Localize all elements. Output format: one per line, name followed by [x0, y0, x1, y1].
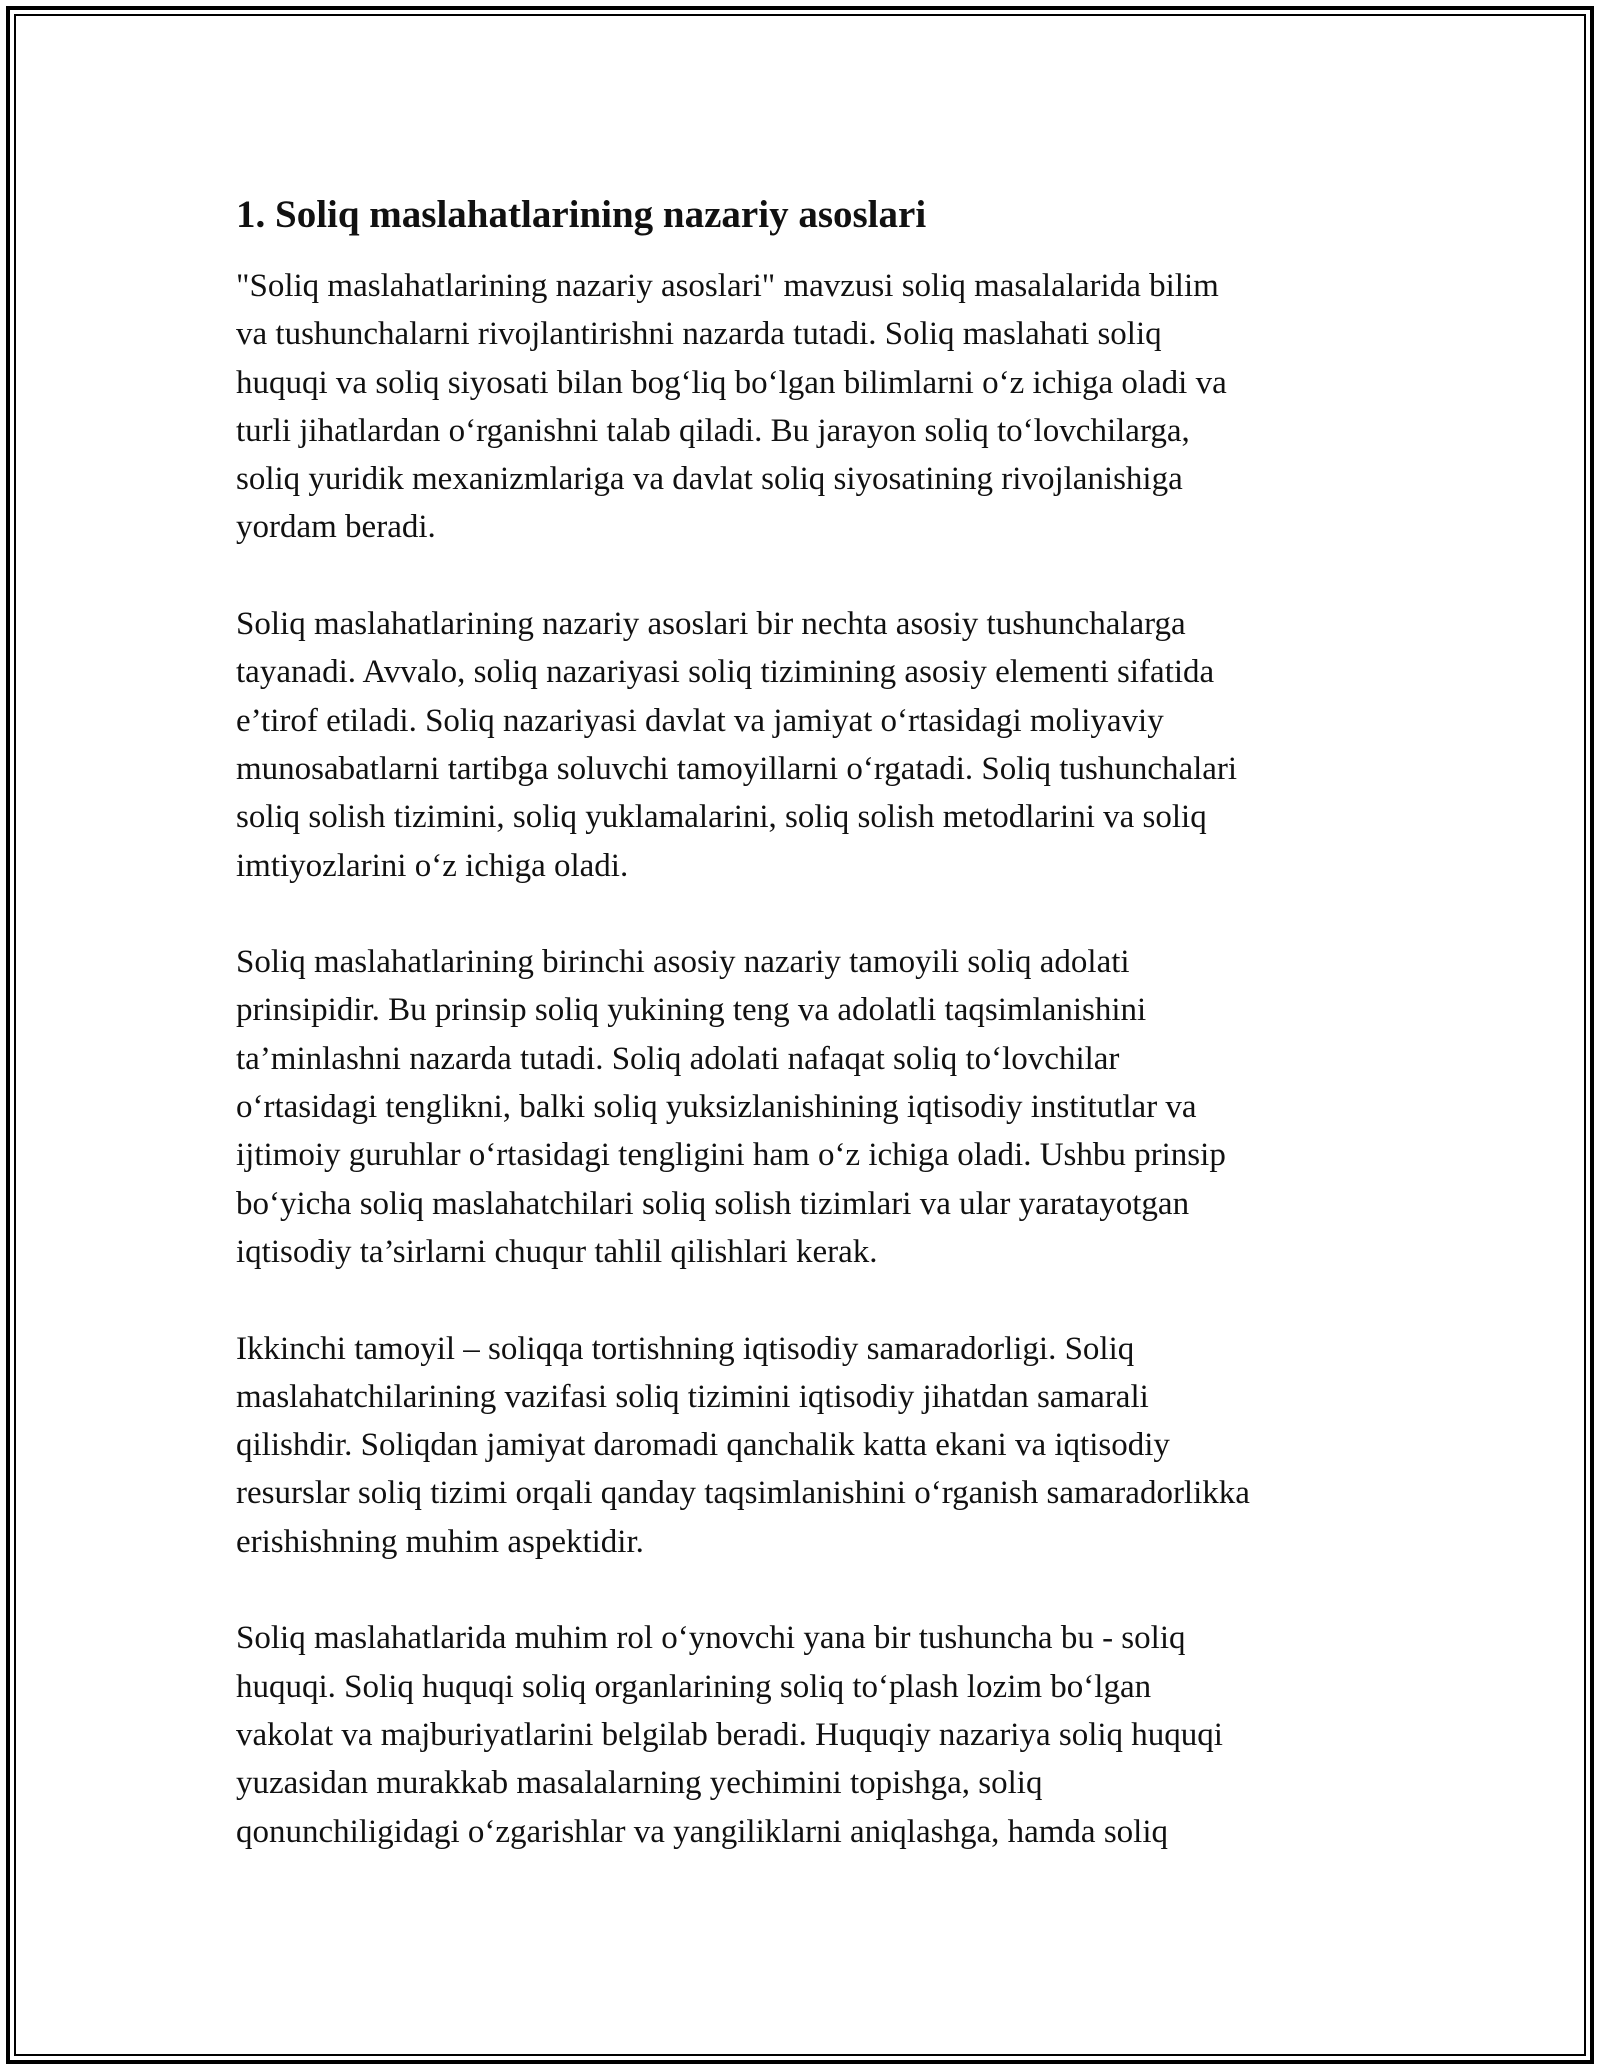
paragraph-2: Soliq maslahatlarining nazariy asoslari bir nechta asosiy tushunchalarga tayanadi. Avvalo, soliq nazariyasi soliq tizimining asosiy elementi sifatida e’tirof etiladi. Soliq nazariyasi davlat va jamiyat o‘rtasidagi moliyaviy munosabatlarni tartibga soluvchi tamoyillarni o‘rgatadi. Soliq tushunchalari soliq solish tizimini, soliq yuklamalarini, soliq solish metodlarini va soliq imtiyozlarini o‘z ichiga oladi. — [236, 606, 1238, 884]
document-body — [236, 190, 1366, 1856]
paragraph-5: Soliq maslahatlarida muhim rol o‘ynovchi yana bir tushuncha bu - soliq huquqi. Soliq huquqi soliq organlarining soliq to‘plash lozim bo‘lgan vakolat va majburiyatlarini belgilab beradi. Huquqiy nazariya soliq huquqi yuzasidan murakkab masalalarning yechimini topishga, soliq qonunchiligidagi o‘zgarishlar va yangiliklarni aniqlashga, hamda soliq — [236, 1620, 1223, 1850]
paragraph-3: Soliq maslahatlarining birinchi asosiy nazariy tamoyili soliq adolati prinsipidir. Bu prinsip soliq yukining teng va adolatli taqsimlanishini ta’minlashni nazarda tutadi. Soliq adolati nafaqat soliq to‘lovchilar o‘rtasidagi tenglikni, balki soliq yuksizlanishining iqtisodiy institutlar va ijtimoiy guruhlar o‘rtasidagi tengligini ham o‘z ichiga oladi. Ushbu prinsip bo‘yicha soliq maslahatchilari soliq solish tizimlari va ular yaratayotgan iqtisodiy ta’sirlarni chuqur tahlil qilishlari kerak. — [236, 944, 1226, 1270]
paragraph-4: Ikkinchi tamoyil – soliqqa tortishning iqtisodiy samaradorligi. Soliq maslahatchilarining vazifasi soliq tizimini iqtisodiy jihatdan samarali qilishdir. Soliqdan jamiyat daromadi qanchalik katta ekani va iqtisodiy resurslar soliq tizimi orqali qanday taqsimlanishini o‘rganish samaradorlikka erishishning muhim aspektidir. — [236, 1330, 1250, 1560]
section-heading: 1. Soliq maslahatlarining nazariy asoslari — [236, 193, 927, 236]
paragraph-1: "Soliq maslahatlarining nazariy asoslari" mavzusi soliq masalalarida bilim va tushunchalarni rivojlantirishni nazarda tutadi. Soliq maslahati soliq huquqi va soliq siyosati bilan bog‘liq bo‘lgan bilimlarni o‘z ichiga oladi va turli jihatlardan o‘rganishni talab qiladi. Bu jarayon soliq to‘lovchilarga, soliq yuridik mexanizmlariga va davlat soliq siyosatining rivojlanishiga yordam beradi. — [236, 268, 1227, 546]
